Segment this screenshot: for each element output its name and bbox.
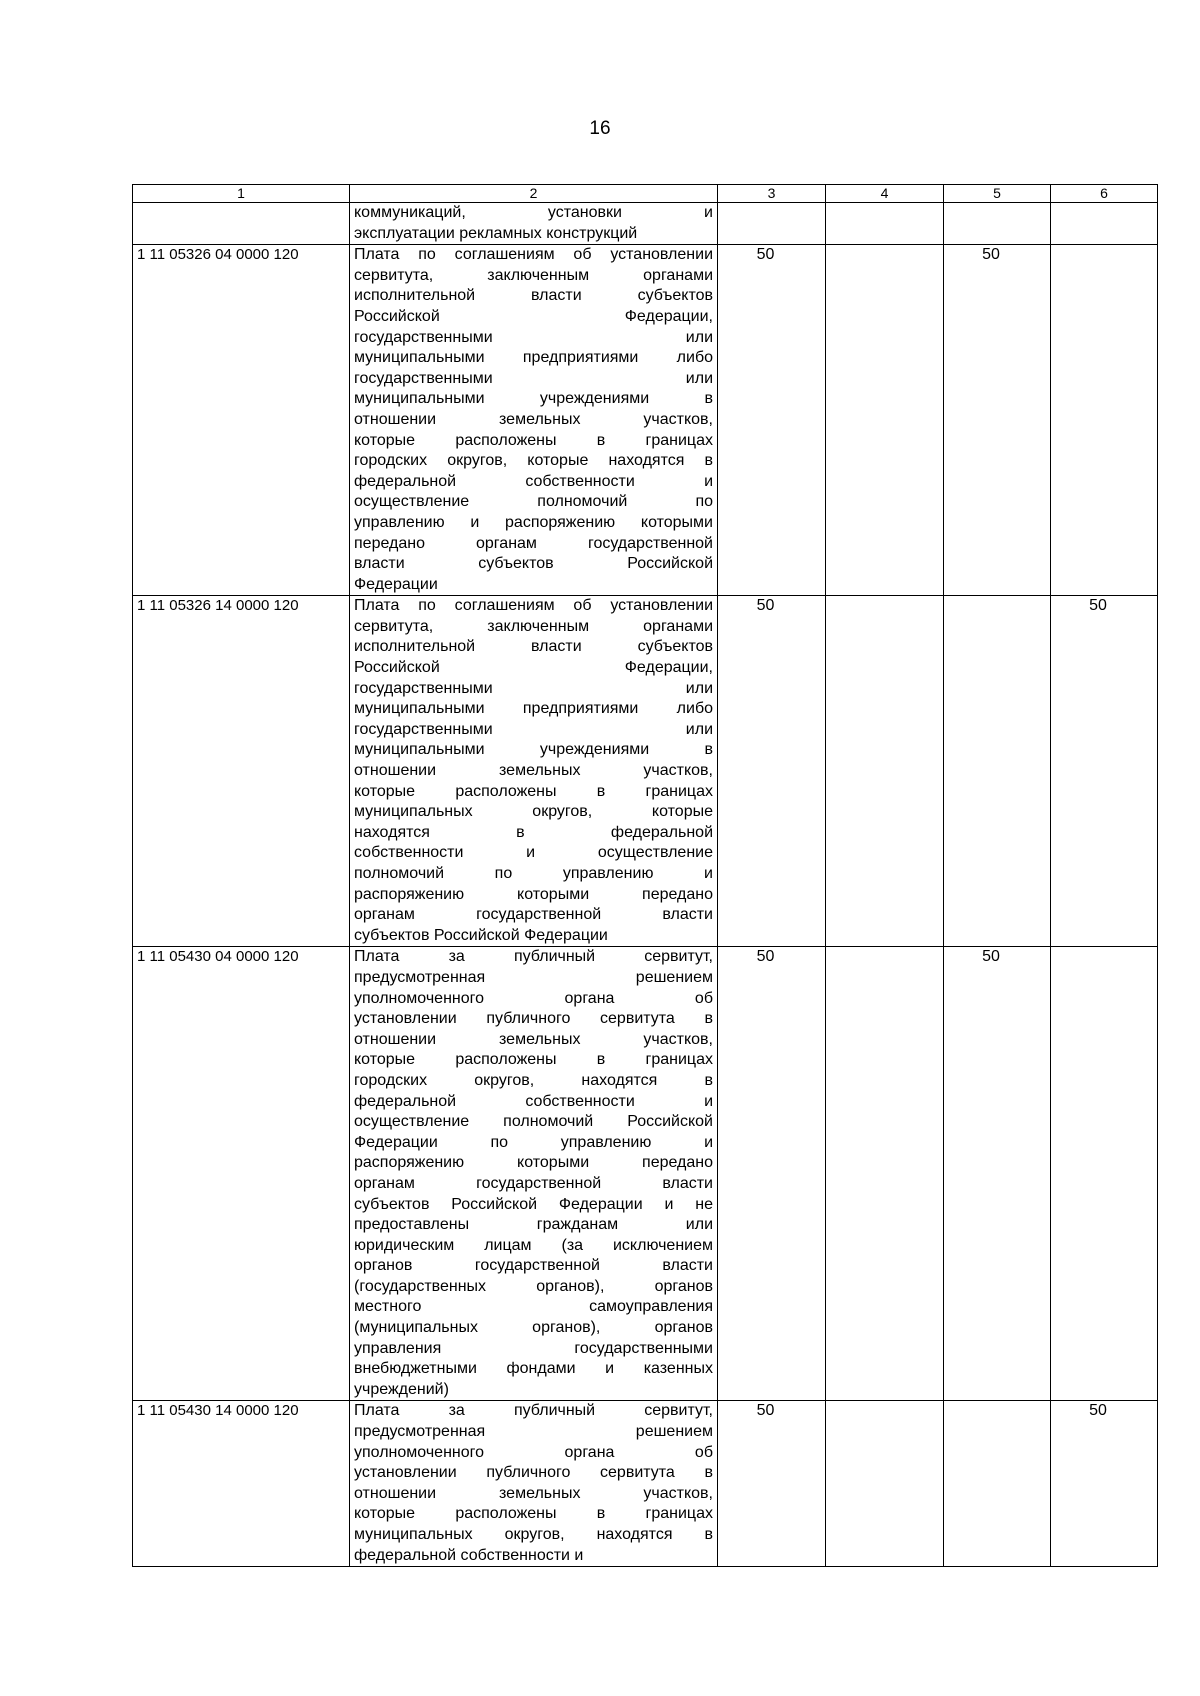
value-cell-c3 <box>718 203 826 245</box>
description-line: муниципальными предприятиями либо <box>354 700 713 718</box>
description-line: уполномоченного органа об <box>354 989 713 1007</box>
description-line: Плата за публичный сервитут, <box>354 948 713 966</box>
revenue-code-cell <box>133 203 350 245</box>
table-row <box>133 245 1158 596</box>
description-line: государственными или <box>354 720 713 738</box>
description-cell <box>350 245 718 596</box>
value-cell-c5 <box>944 245 1051 596</box>
description-line: муниципальными учреждениями в <box>354 741 713 759</box>
description-line: федеральной собственности и <box>354 1092 713 1110</box>
value-text: 50 <box>1089 597 1107 615</box>
table-row <box>133 1401 1158 1567</box>
value-cell-c4 <box>826 203 944 245</box>
description-line: которые расположены в границах <box>354 431 713 449</box>
header-cell: 4 <box>826 185 944 203</box>
description-line: которые расположены в границах <box>354 1051 713 1069</box>
revenue-code-cell: 1 11 05326 14 0000 120 <box>133 596 350 947</box>
description-line: муниципальными учреждениями в <box>354 390 713 408</box>
table-row <box>133 596 1158 947</box>
value-cell-c5 <box>944 203 1051 245</box>
value-cell-c6 <box>1051 245 1158 596</box>
description-line: власти субъектов Российской <box>354 555 713 573</box>
description-line: Российской Федерации, <box>354 307 713 325</box>
header-cell: 5 <box>944 185 1051 203</box>
revenue-code-cell: 1 11 05326 04 0000 120 <box>133 245 350 596</box>
description-line: учреждений) <box>354 1380 449 1398</box>
description-line: передано органам государственной <box>354 534 713 552</box>
header-cell: 2 <box>350 185 718 203</box>
value-cell-c3 <box>718 1401 826 1567</box>
value-cell-c4 <box>826 245 944 596</box>
description-line: государственными или <box>354 679 713 697</box>
description-cell <box>350 203 718 245</box>
description-line: Федерации по управлению и <box>354 1133 713 1151</box>
description-line: коммуникаций, установки и <box>354 204 713 221</box>
value-text: 50 <box>756 1402 775 1420</box>
value-text: 50 <box>756 948 775 966</box>
value-cell-c5 <box>944 1401 1051 1567</box>
description-line: установлении публичного сервитута в <box>354 1010 713 1028</box>
description-line: которые расположены в границах <box>354 782 713 800</box>
description-line: распоряжению которыми передано <box>354 885 713 903</box>
value-cell-c5 <box>944 596 1051 947</box>
value-cell-c3 <box>718 245 826 596</box>
description-line: субъектов Российской Федерации и не <box>354 1195 713 1213</box>
description-cell <box>350 596 718 947</box>
description-line: исполнительной власти субъектов <box>354 287 713 305</box>
description-line: юридическим лицам (за исключением <box>354 1236 713 1254</box>
description-line: отношении земельных участков, <box>354 410 713 428</box>
description-line: внебюджетными фондами и казенных <box>354 1360 713 1378</box>
description-line: предусмотренная решением <box>354 968 713 986</box>
value-text: 50 <box>982 948 1000 966</box>
table-row <box>133 947 1158 1401</box>
description-line: муниципальных округов, которые <box>354 803 713 821</box>
description-line: органам государственной власти <box>354 1174 713 1192</box>
description-line: субъектов Российской Федерации <box>354 926 608 944</box>
description-line: отношении земельных участков, <box>354 1484 713 1502</box>
description-line: городских округов, находятся в <box>354 1071 713 1089</box>
description-line: находятся в федеральной <box>354 823 713 841</box>
value-text: 50 <box>756 597 775 615</box>
description-line: собственности и осуществление <box>354 844 713 862</box>
description-line: управлению и распоряжению которыми <box>354 513 713 531</box>
description-line: уполномоченного органа об <box>354 1443 713 1461</box>
description-line: исполнительной власти субъектов <box>354 638 713 656</box>
description-line: государственными или <box>354 328 713 346</box>
value-cell-c4 <box>826 1401 944 1567</box>
description-line: органов государственной власти <box>354 1257 713 1275</box>
description-line: установлении публичного сервитута в <box>354 1464 713 1482</box>
value-cell-c3 <box>718 596 826 947</box>
description-line: предусмотренная решением <box>354 1423 713 1441</box>
description-line: управления государственными <box>354 1339 713 1357</box>
description-line: городских округов, которые находятся в <box>354 452 713 470</box>
description-line: Федерации <box>354 575 438 593</box>
description-line: сервитута, заключенным органами <box>354 266 713 284</box>
value-text: 50 <box>982 246 1000 264</box>
description-line: осуществление полномочий Российской <box>354 1113 713 1131</box>
description-line: Российской Федерации, <box>354 659 713 677</box>
value-cell-c6 <box>1051 203 1158 245</box>
value-cell-c3 <box>718 947 826 1401</box>
description-line: муниципальными предприятиями либо <box>354 349 713 367</box>
description-line: Плата по соглашениям об установлении <box>354 597 713 615</box>
description-line: сервитута, заключенным органами <box>354 617 713 635</box>
description-line: предоставлены гражданам или <box>354 1216 713 1234</box>
value-cell-c4 <box>826 947 944 1401</box>
description-line: федеральной собственности и <box>354 1546 584 1564</box>
description-cell <box>350 1401 718 1567</box>
revenue-code-cell: 1 11 05430 14 0000 120 <box>133 1401 350 1567</box>
description-line: отношении земельных участков, <box>354 762 713 780</box>
value-cell-c5 <box>944 947 1051 1401</box>
revenue-code-cell: 1 11 05430 04 0000 120 <box>133 947 350 1401</box>
header-cell: 6 <box>1051 185 1158 203</box>
description-line: (государственных органов), органов <box>354 1277 713 1295</box>
value-text: 50 <box>1089 1402 1107 1420</box>
value-cell-c6 <box>1051 947 1158 1401</box>
value-cell-c6 <box>1051 1401 1158 1567</box>
revenue-code-table <box>132 184 1158 1567</box>
header-cell: 1 <box>133 185 350 203</box>
description-line: полномочий по управлению и <box>354 865 713 882</box>
description-cell <box>350 947 718 1401</box>
value-cell-c4 <box>826 596 944 947</box>
value-cell-c6 <box>1051 596 1158 947</box>
description-line: Плата по соглашениям об установлении <box>354 246 713 264</box>
description-line: (муниципальных органов), органов <box>354 1319 713 1337</box>
description-line: федеральной собственности и <box>354 472 713 490</box>
table-row <box>133 203 1158 245</box>
description-line: государственными или <box>354 369 713 387</box>
page-number: 16 <box>589 118 611 139</box>
description-line: муниципальных округов, находятся в <box>354 1526 713 1543</box>
description-line: которые расположены в границах <box>354 1505 713 1523</box>
description-line: осуществление полномочий по <box>354 493 713 511</box>
header-cell: 3 <box>718 185 826 203</box>
description-line: отношении земельных участков, <box>354 1030 713 1048</box>
description-line: Плата за публичный сервитут, <box>354 1402 713 1420</box>
description-line: эксплуатации рекламных конструкций <box>354 224 638 242</box>
description-line: органам государственной власти <box>354 906 713 924</box>
description-line: местного самоуправления <box>354 1298 713 1316</box>
value-text: 50 <box>756 246 775 264</box>
table-header-row <box>133 185 1158 203</box>
description-line: распоряжению которыми передано <box>354 1154 713 1172</box>
